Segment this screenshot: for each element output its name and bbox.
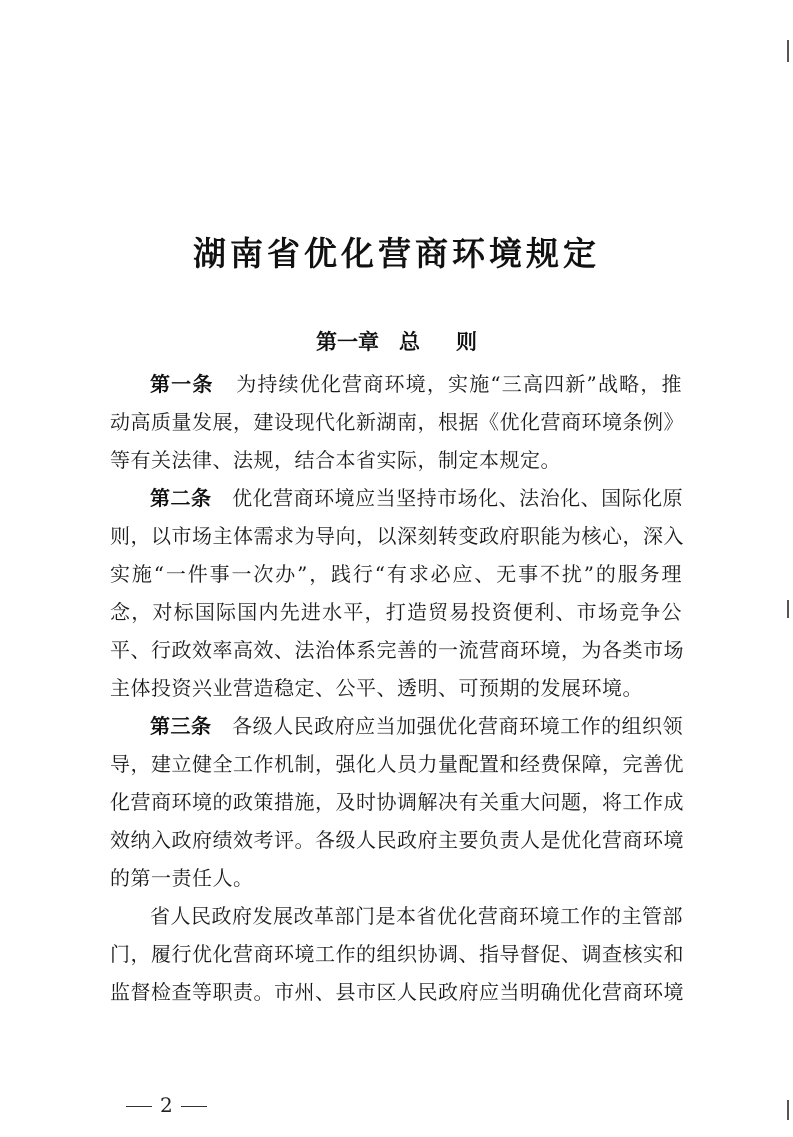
article-3-line-2: 导，建立健全工作机制，强化人员力量配置和经费保障，完善优: [110, 752, 684, 776]
article-2-line-4: 念，对标国际国内先进水平，打造贸易投资便利、市场竞争公: [110, 600, 682, 624]
article-2-line-1: [110, 479, 682, 517]
article-2-line-5: 平、行政效率高效、法治体系完善的一流营商环境，为各类市场: [110, 638, 684, 662]
page-number-left-dash: [126, 1106, 152, 1107]
page-number: [118, 1093, 215, 1117]
article-3-line-4: 效纳入政府绩效考评。各级人民政府主要负责人是优化营商环境: [110, 828, 684, 852]
article-2-line-3: 实施“一件事一次办”，践行“有求必应、无事不扰”的服务理: [110, 562, 682, 586]
article-3-line-3: 化营商环境的政策措施，及时协调解决有关重大问题，将工作成: [110, 790, 684, 814]
paragraph-4-line-3: 监督检查等职责。市州、县市区人民政府应当明确优化营商环境: [110, 980, 684, 1004]
article-3-text: 各级人民政府应当加强优化营商环境工作的组织领: [232, 714, 684, 738]
article-3-line-1: [110, 707, 682, 745]
article-2-label: 第二条: [150, 486, 212, 510]
article-2-text: 优化营商环境应当坚持市场化、法治化、国际化原: [232, 486, 684, 510]
chapter-label: 第一章: [316, 329, 379, 354]
scan-edge-mark: [787, 600, 789, 618]
article-3-line-5: 的第一责任人。: [110, 866, 254, 890]
chapter-name-part2: 则: [456, 329, 477, 354]
paragraph-4-line-2: 门，履行优化营商环境工作的组织协调、指导督促、调查核实和: [110, 942, 684, 966]
article-1-line-2: 动高质量发展，建设现代化新湖南，根据《优化营商环境条例》: [110, 410, 684, 434]
article-1-label: 第一条: [150, 372, 214, 396]
article-2-line-2: 则，以市场主体需求为导向，以深刻转变政府职能为核心，深入: [110, 524, 684, 548]
chapter-heading: [0, 326, 793, 356]
article-3-label: 第三条: [150, 714, 212, 738]
article-1-line-3: 等有关法律、法规，结合本省实际，制定本规定。: [110, 448, 561, 472]
scan-edge-mark: [787, 40, 789, 62]
page-number-right-dash: [181, 1106, 207, 1107]
chapter-name-part1: 总: [399, 329, 420, 354]
article-2-line-6: 主体投资兴业营造稳定、公平、透明、可预期的发展环境。: [110, 676, 643, 700]
article-1-line-1: [110, 365, 682, 403]
body-text: [110, 365, 682, 1011]
scan-edge-mark: [787, 1100, 789, 1120]
paragraph-4-line-1: 省人民政府发展改革部门是本省优化营商环境工作的主管部: [150, 904, 683, 928]
article-1-text: 为持续优化营商环境，实施“三高四新”战略，推: [236, 372, 683, 396]
page-number-value: 2: [160, 1093, 173, 1117]
document-title: 湖南省优化营商环境规定: [193, 234, 600, 273]
